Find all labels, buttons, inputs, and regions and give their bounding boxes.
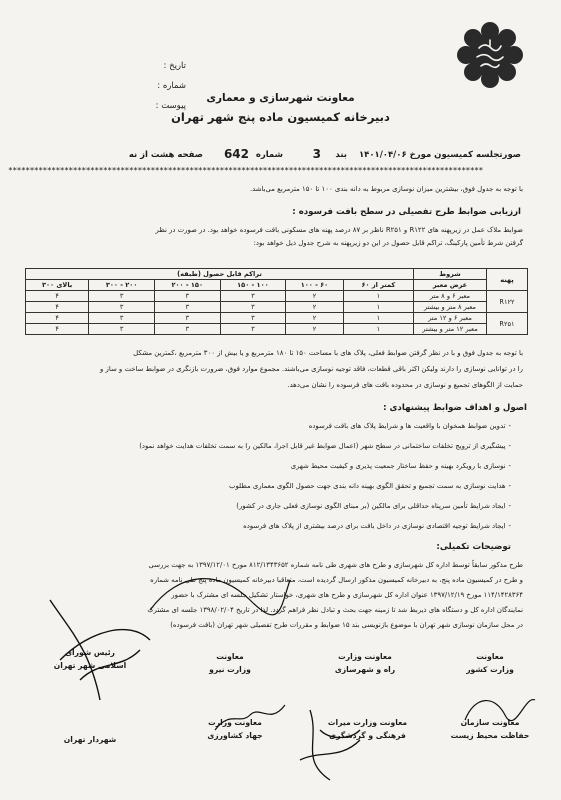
signature-block-roads-ministry: معاونت وزارت راه و شهرسازی (334, 652, 396, 674)
org-deputy-title: معاونت شهرسازی و معماری (206, 92, 355, 104)
notes-line: ۱۱۴/۱۴۲۸۳۶۴ مورخ ۱۳۹۷/۱۲/۱۹ عنوان اداره کل شهرسازی و طرح های شهری، خواستار تشکیل جلسه ای مشترک با حضور (171, 591, 523, 599)
notes-line: نمایندگان اداره کل و دستگاه های ذیربط شد تا زمینه جهت بحث و تبادل نظر فراهم گردد. لذا در تاریخ ۱۳۹۸/۰۲/۰۴ جلسه ای مشترک (147, 606, 523, 614)
value-cell: ۳ (89, 291, 155, 302)
intro-text: با توجه به جدول فوق، بیشترین میزان نوسازی مربوط به دانه بندی ۱۰۰ تا ۱۵۰ مترمربع می‌باشد. (249, 185, 523, 193)
value-cell: ۲ (286, 324, 344, 335)
value-cell: ۳ (154, 302, 220, 313)
density-table (25, 268, 528, 335)
section2-title: اصول و اهداف ضوابط پیشنهادی : (383, 403, 527, 413)
table-row (26, 324, 528, 335)
section3-title: توضیحات تکمیلی: (436, 542, 511, 552)
table-row (26, 291, 528, 302)
width-cell: معبر ۸ متر و بیشتر (414, 302, 487, 313)
goal-item: - نوسازی با رویکرد بهینه و حفظ ساختار جمعیت پذیری و کیفیت محیط شهری (291, 462, 511, 470)
value-cell: ۳ (154, 313, 220, 324)
value-cell: ۱ (343, 313, 413, 324)
signature-block-interior-ministry: معاونت وزارت کشور (466, 652, 514, 674)
analysis-line3: حمایت از الگوهای تجمیع و نوسازی در محدوده بافت های فرسوده را نشان می‌دهد. (287, 381, 523, 389)
signature-block-environment-org: معاونت سازمان حفاظت محیط زیست (450, 718, 530, 740)
table-row (26, 313, 528, 324)
signature-block-city-council: رئیس شورای اسلامی شهر تهران (53, 648, 127, 670)
value-cell: ۲ (286, 313, 344, 324)
table-header-area: ۶۰ - ۱۰۰ (286, 280, 344, 291)
date-label: تاریخ : (163, 61, 186, 71)
notes-line: و طرح در کمیسیون ماده پنج، به دبیرخانه کمیسیون مذکور ارسال گردیده است، متعاقبا دبیرخانه کمیسیون ماده پنج طی نامه شماره (150, 576, 523, 584)
attachment-label: پیوست : (155, 101, 186, 111)
table-header-density: تراکم قابل حصول (طبقه) (26, 269, 414, 280)
value-cell: ۴ (26, 291, 89, 302)
goal-item: - تدوین ضوابط همخوان با واقعیت ها و شرایط پلاک های بافت فرسوده (309, 422, 511, 430)
signature-block-agriculture-ministry: معاونت وزارت جهاد کشاورزی (207, 718, 263, 740)
analysis-line1: با توجه به جدول فوق و با در نظر گرفتن ضوابط فعلی، پلاک های با مساحت ۱۵۰ تا ۱۸۰ مترمربع و یا بیش از ۳۰۰ مترمربع ،کمترین مشکل (133, 349, 523, 357)
section1-para1: ضوابط ملاک عمل در زیرپهنه های R۱۲۲ و R۲۵۱ ناظر بر ۸۷ درصد پهنه های مسکونی بافت فرسوده خواهد بود. در صورت در نظر (155, 226, 523, 234)
minutes-number: 642 (223, 147, 249, 161)
table-header-area: ۱۰۰ - ۱۵۰ (220, 280, 286, 291)
handwritten-signature-2 (210, 700, 290, 740)
table-header-area: بالای ۳۰۰ (26, 280, 89, 291)
value-cell: ۳ (220, 302, 286, 313)
tehran-municipality-logo (455, 20, 525, 90)
width-cell: معبر ۶ و ۸ متر (414, 291, 487, 302)
value-cell: ۲ (286, 291, 344, 302)
signature-block-heritage-ministry: معاونت وزارت میراث فرهنگی و گردشگری (327, 718, 408, 740)
number-label: شماره : (157, 81, 186, 91)
value-cell: ۳ (89, 324, 155, 335)
org-secretariat-title: دبیرخانه کمیسیون ماده پنج شهر تهران (171, 110, 390, 124)
value-cell: ۳ (220, 291, 286, 302)
value-cell: ۳ (89, 302, 155, 313)
notes-line: طرح مذکور سابقاً توسط اداره کل شهرسازی و طرح های شهری طی نامه شماره ۸۱۲/۱۳۴۳۶۵۲ مورخ ۱۳۹۷/۱۲/۰۱ به جهت بررسی (148, 561, 523, 569)
value-cell: ۳ (154, 291, 220, 302)
section1-title: ارزیابی ضوابط طرح تفصیلی در سطح بافت فرسوده : (292, 207, 521, 217)
goal-item: - هدایت نوسازی به سمت تجمیع و تحقق الگوی بهینه دانه بندی جهت حصول الگوی معماری مطلوب (229, 482, 511, 490)
number-label: شماره (255, 150, 283, 160)
zone-cell: R۲۵۱ (487, 313, 528, 335)
signature-block-mayor: شهردار تهران (63, 735, 117, 744)
value-cell: ۱ (343, 291, 413, 302)
analysis-line2: را در توانایی نوسازی را دارند ولیکن اکثر باقی قطعات، فاقد توجیه نوسازی می‌باشند. مجموع موارد فوق، ضرورت بازنگری در ضوابط ساخت و ساز و (100, 365, 523, 373)
width-cell: معبر ۶ و ۱۲ متر (414, 313, 487, 324)
value-cell: ۳ (89, 313, 155, 324)
handwritten-signature-5 (140, 560, 300, 630)
width-cell: معبر ۱۲ متر و بیشتر (414, 324, 487, 335)
table-row (26, 302, 528, 313)
minutes-meta-line (60, 147, 521, 166)
handwritten-signature-3 (290, 700, 380, 790)
table-header-area: کمتر از ۶۰ (343, 280, 413, 291)
table-header-zone: پهنه (487, 269, 528, 291)
value-cell: ۱ (343, 324, 413, 335)
value-cell: ۴ (26, 324, 89, 335)
value-cell: ۳ (220, 324, 286, 335)
value-cell: ۳ (220, 313, 286, 324)
table-header-conditions: شروط (414, 269, 487, 280)
goal-item: - پیشگیری از ترویج تخلفات ساختمانی در سطح شهر (اعمال ضوابط غیر قابل اجرا، مالکین را به سمت تخلفات هدایت خواهد نمود) (139, 442, 511, 450)
item-number: 3 (312, 147, 321, 161)
notes-line: در محل سازمان نوسازی شهر تهران با موضوع بازنویسی بند ۱۵ ضوابط و مقررات طرح تفصیلی شهر تهران (بافت فرسوده) (170, 621, 523, 629)
value-cell: ۴ (26, 313, 89, 324)
separator-stars: ************************************************************************************************************** (8, 166, 483, 175)
table-header-area: ۲۰۰ - ۳۰۰ (89, 280, 155, 291)
value-cell: ۲ (286, 302, 344, 313)
minutes-date: صورتجلسه کمیسیون مورخ ۱۴۰۱/۰۴/۰۶ (358, 150, 521, 160)
handwritten-signature-4 (460, 690, 540, 730)
section1-para2: گرفتن شرط تأمین پارکینگ، تراکم قابل حصول در این دو زیرپهنه به شرح جدول ذیل خواهد بود: (253, 239, 523, 247)
goal-item: - ایجاد شرایط تأمین سرپناه حداقلی برای مالکین (بر مبنای الگوی نوسازی فعلی جاری در کشور) (236, 502, 511, 510)
value-cell: ۳ (154, 324, 220, 335)
goal-item: - ایجاد شرایط توجیه اقتصادی نوسازی در داخل بافت برای درصد بیشتری از پلاک های فرسوده (243, 522, 511, 530)
letter-meta-fields (96, 56, 186, 116)
item-label: بند (335, 150, 347, 160)
zone-cell: R۱۲۲ (487, 291, 528, 313)
signature-block-energy-ministry: معاونت وزارت نیرو (209, 652, 251, 674)
table-header-area: ۱۵۰ - ۲۰۰ (154, 280, 220, 291)
page-indicator: صفحه هشت از نه (128, 150, 203, 160)
table-header-width: عرض معبر (414, 280, 487, 291)
value-cell: ۱ (343, 302, 413, 313)
value-cell: ۴ (26, 302, 89, 313)
